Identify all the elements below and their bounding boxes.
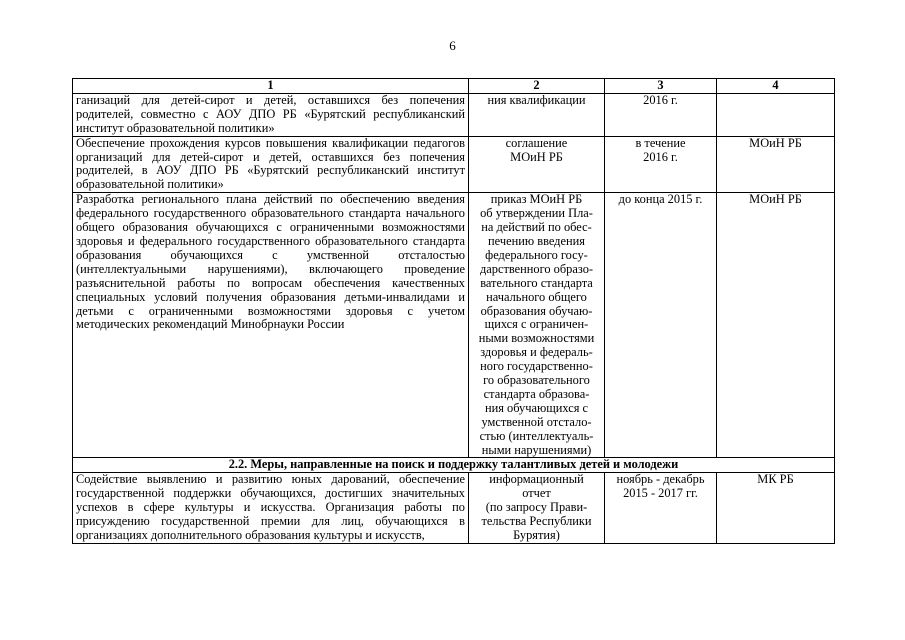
deadline: [605, 136, 717, 193]
page-number: 6: [449, 38, 456, 53]
document-type-line: здоровья и федераль-: [480, 345, 593, 360]
document-type-line: начального общего: [486, 289, 587, 304]
document-type-line: стью (интеллектуаль-: [479, 428, 594, 443]
responsible-party-line: МОиН РБ: [749, 192, 802, 207]
document-type-line: информационный: [489, 472, 584, 487]
deadline-line: 2016 г.: [643, 149, 678, 164]
document-type-line: дарственного образо-: [479, 261, 594, 276]
measure-description: Содействие выявлению и развитию юных дарований, обеспечение государственной поддержки обучающихся, достигших значительных успехов в сфере культуры и искусства. Организация работы по присуждению государственной премии для лиц, обучающихся в организациях дополнительного образования культуры и искусств,: [73, 473, 469, 544]
table-header-row: [73, 79, 835, 94]
measures-table: [72, 78, 835, 544]
document-type-line: ными нарушениями): [481, 442, 592, 457]
deadline-line: до конца 2015 г.: [618, 192, 703, 207]
document-type-line: отчет: [522, 486, 551, 501]
document-type: [469, 93, 605, 136]
document-type-line: МОиН РБ: [510, 149, 563, 164]
header-col-2: 2: [469, 79, 605, 94]
document-type-line: ного государственно-: [480, 359, 593, 374]
responsible-party: [717, 473, 835, 544]
table-row: [73, 93, 835, 136]
header-col-3: 3: [605, 79, 717, 94]
document-type-line: федерального госу-: [485, 247, 588, 262]
deadline: [605, 93, 717, 136]
section-body: [73, 458, 835, 473]
header-col-1: 1: [73, 79, 469, 94]
measure-description: Обеспечение прохождения курсов повышения квалификации педагогов организаций для детей-сирот и детей, оставшихся без попечения родителей, в АОУ ДПО РБ «Бурятский республиканский институт образовательной политики»: [73, 136, 469, 193]
table-body-section: [73, 473, 835, 544]
responsible-party: [717, 193, 835, 458]
document-type-line: печению введения: [488, 233, 585, 248]
document-type-line: ными возможностями: [478, 331, 595, 346]
measure-description: Разработка регионального плана действий по обеспечению введения федерального государственного образовательного стандарта начального общего образования обучающихся с ограниченными возможностями здоровья и федерального государственного образовательного стандарта образования обучающихся с умственной отсталостью (интеллектуальными нарушениями), включающего проведение разъяснительной работы по вопросам обеспечения качественных специальных условий получения образования детьми-инвалидами и детьми с ограниченными возможностями здоровья с учетом методических рекомендаций Минобрнауки России: [73, 193, 469, 458]
document-type-line: тельства Республики: [481, 514, 592, 529]
deadline-line: 2016 г.: [643, 92, 678, 107]
header-col-4: 4: [717, 79, 835, 94]
deadline: [605, 473, 717, 544]
measure-description: ганизаций для детей-сирот и детей, оставшихся без попечения родителей, совместно с АОУ ДПО РБ «Бурятский республиканский институт образовательной политики»: [73, 93, 469, 136]
document-type-line: щихся с ограничен-: [484, 317, 589, 332]
section-title: 2.2. Меры, направленные на поиск и поддержку талантливых детей и молодежи: [73, 458, 835, 473]
document-type-line: го образовательного: [483, 373, 590, 388]
responsible-party-line: МОиН РБ: [749, 135, 802, 150]
document-type: [469, 136, 605, 193]
deadline-line: 2015 - 2017 гг.: [623, 486, 698, 501]
document-type: [469, 473, 605, 544]
document-type-line: соглашение: [505, 135, 568, 150]
document-type: [469, 193, 605, 458]
deadline-line: в течение: [635, 135, 686, 150]
responsible-party-line: МК РБ: [757, 472, 794, 487]
responsible-party: [717, 136, 835, 193]
table-row: [73, 193, 835, 458]
table-body: [73, 93, 835, 458]
document-type-line: на действий по обес-: [481, 220, 592, 235]
table-row: [73, 473, 835, 544]
document-type-line: ния обучающихся с: [484, 400, 589, 415]
deadline: [605, 193, 717, 458]
deadline-line: ноябрь - декабрь: [616, 472, 705, 487]
responsible-party: [717, 93, 835, 136]
table-row: [73, 136, 835, 193]
document-type-line: умственной отстало-: [481, 414, 592, 429]
document-type-line: приказ МОиН РБ: [490, 192, 583, 207]
document-type-line: вательного стандарта: [480, 275, 593, 290]
document-type-line: об утверждении Пла-: [480, 206, 593, 221]
section-header-row: [73, 458, 835, 473]
document-type-line: (по запросу Прави-: [485, 500, 588, 515]
document-type-line: Бурятия): [513, 528, 560, 542]
document-type-line: стандарта образова-: [483, 386, 590, 401]
document-type-line: образования обучаю-: [480, 303, 593, 318]
document-type-line: ния квалификации: [487, 92, 586, 107]
